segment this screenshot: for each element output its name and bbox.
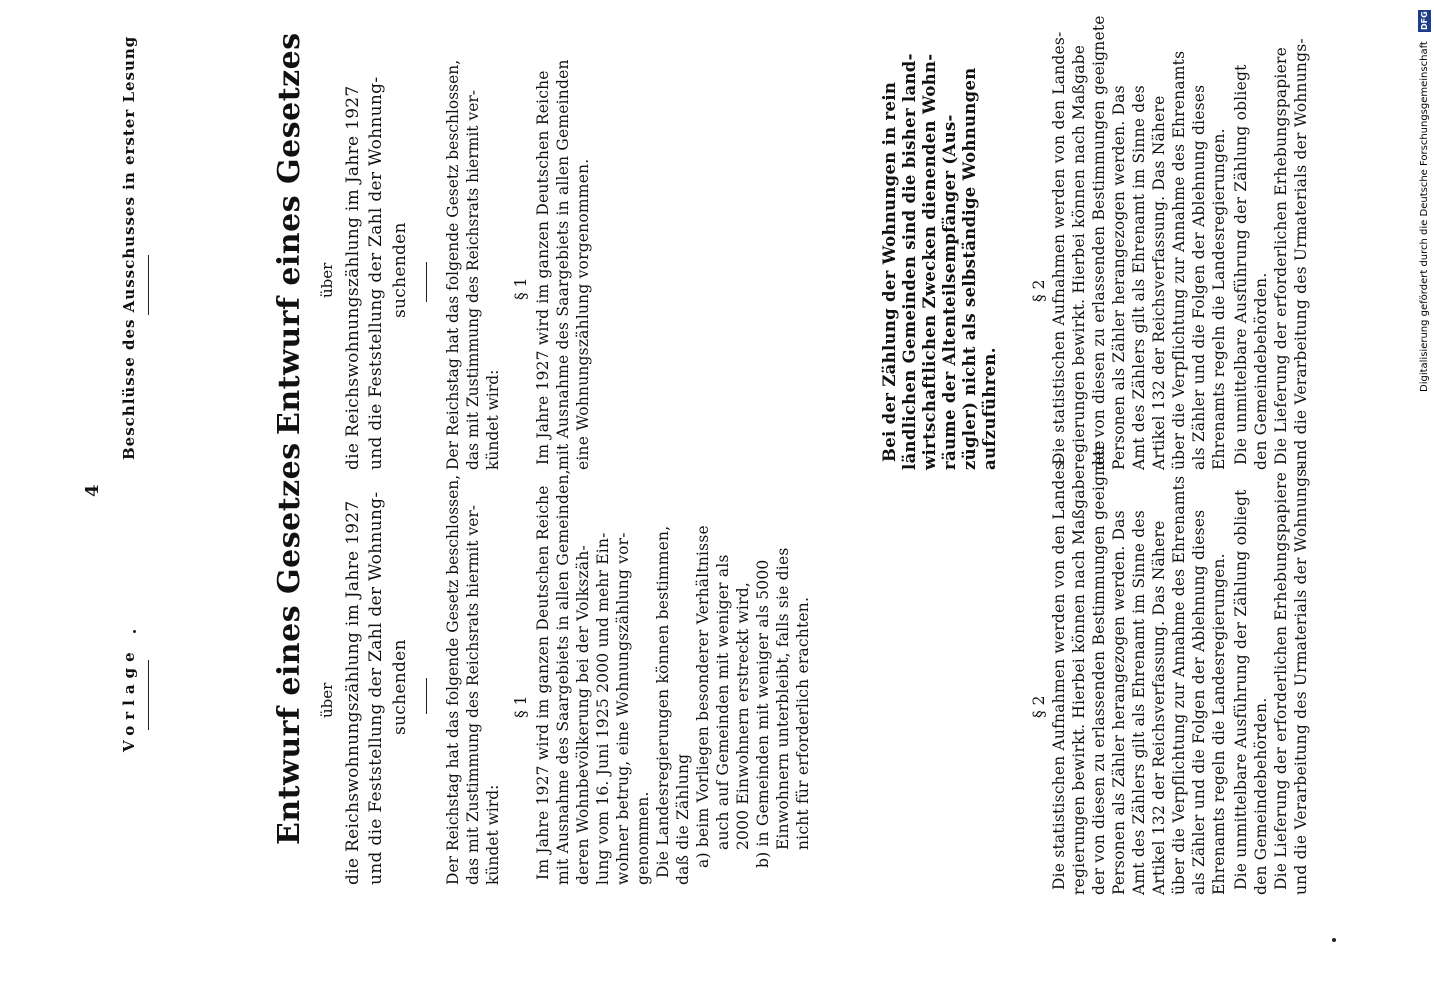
right-subtitle-rule [426,262,427,302]
left-s2-heading: § 2 [1030,695,1048,718]
right-title: Entwurf eines Gesetzes [272,32,307,435]
page-number: 4 [82,484,103,497]
right-s1-heading: § 1 [512,277,530,300]
left-ueber: über [318,682,336,718]
right-header-rule [148,255,149,315]
left-s1-heading: § 1 [512,695,530,718]
dfg-logo: DFG [1420,11,1429,30]
scan-speck [133,630,136,633]
right-header: Beschlüsse des Ausschusses in erster Lesung [120,35,138,460]
left-header-rule [148,660,149,730]
scan-speck [1332,938,1336,942]
left-subtitle-rule [426,678,427,714]
right-ueber: über [318,262,336,298]
left-title: Entwurf eines Gesetzes [272,442,307,845]
left-header: Vorlage [120,646,138,752]
digitization-credit: Digitalisierung gefördert durch die Deutsche Forschungsgemeinschaft [1419,41,1430,392]
right-s2-heading: § 2 [1030,279,1048,302]
